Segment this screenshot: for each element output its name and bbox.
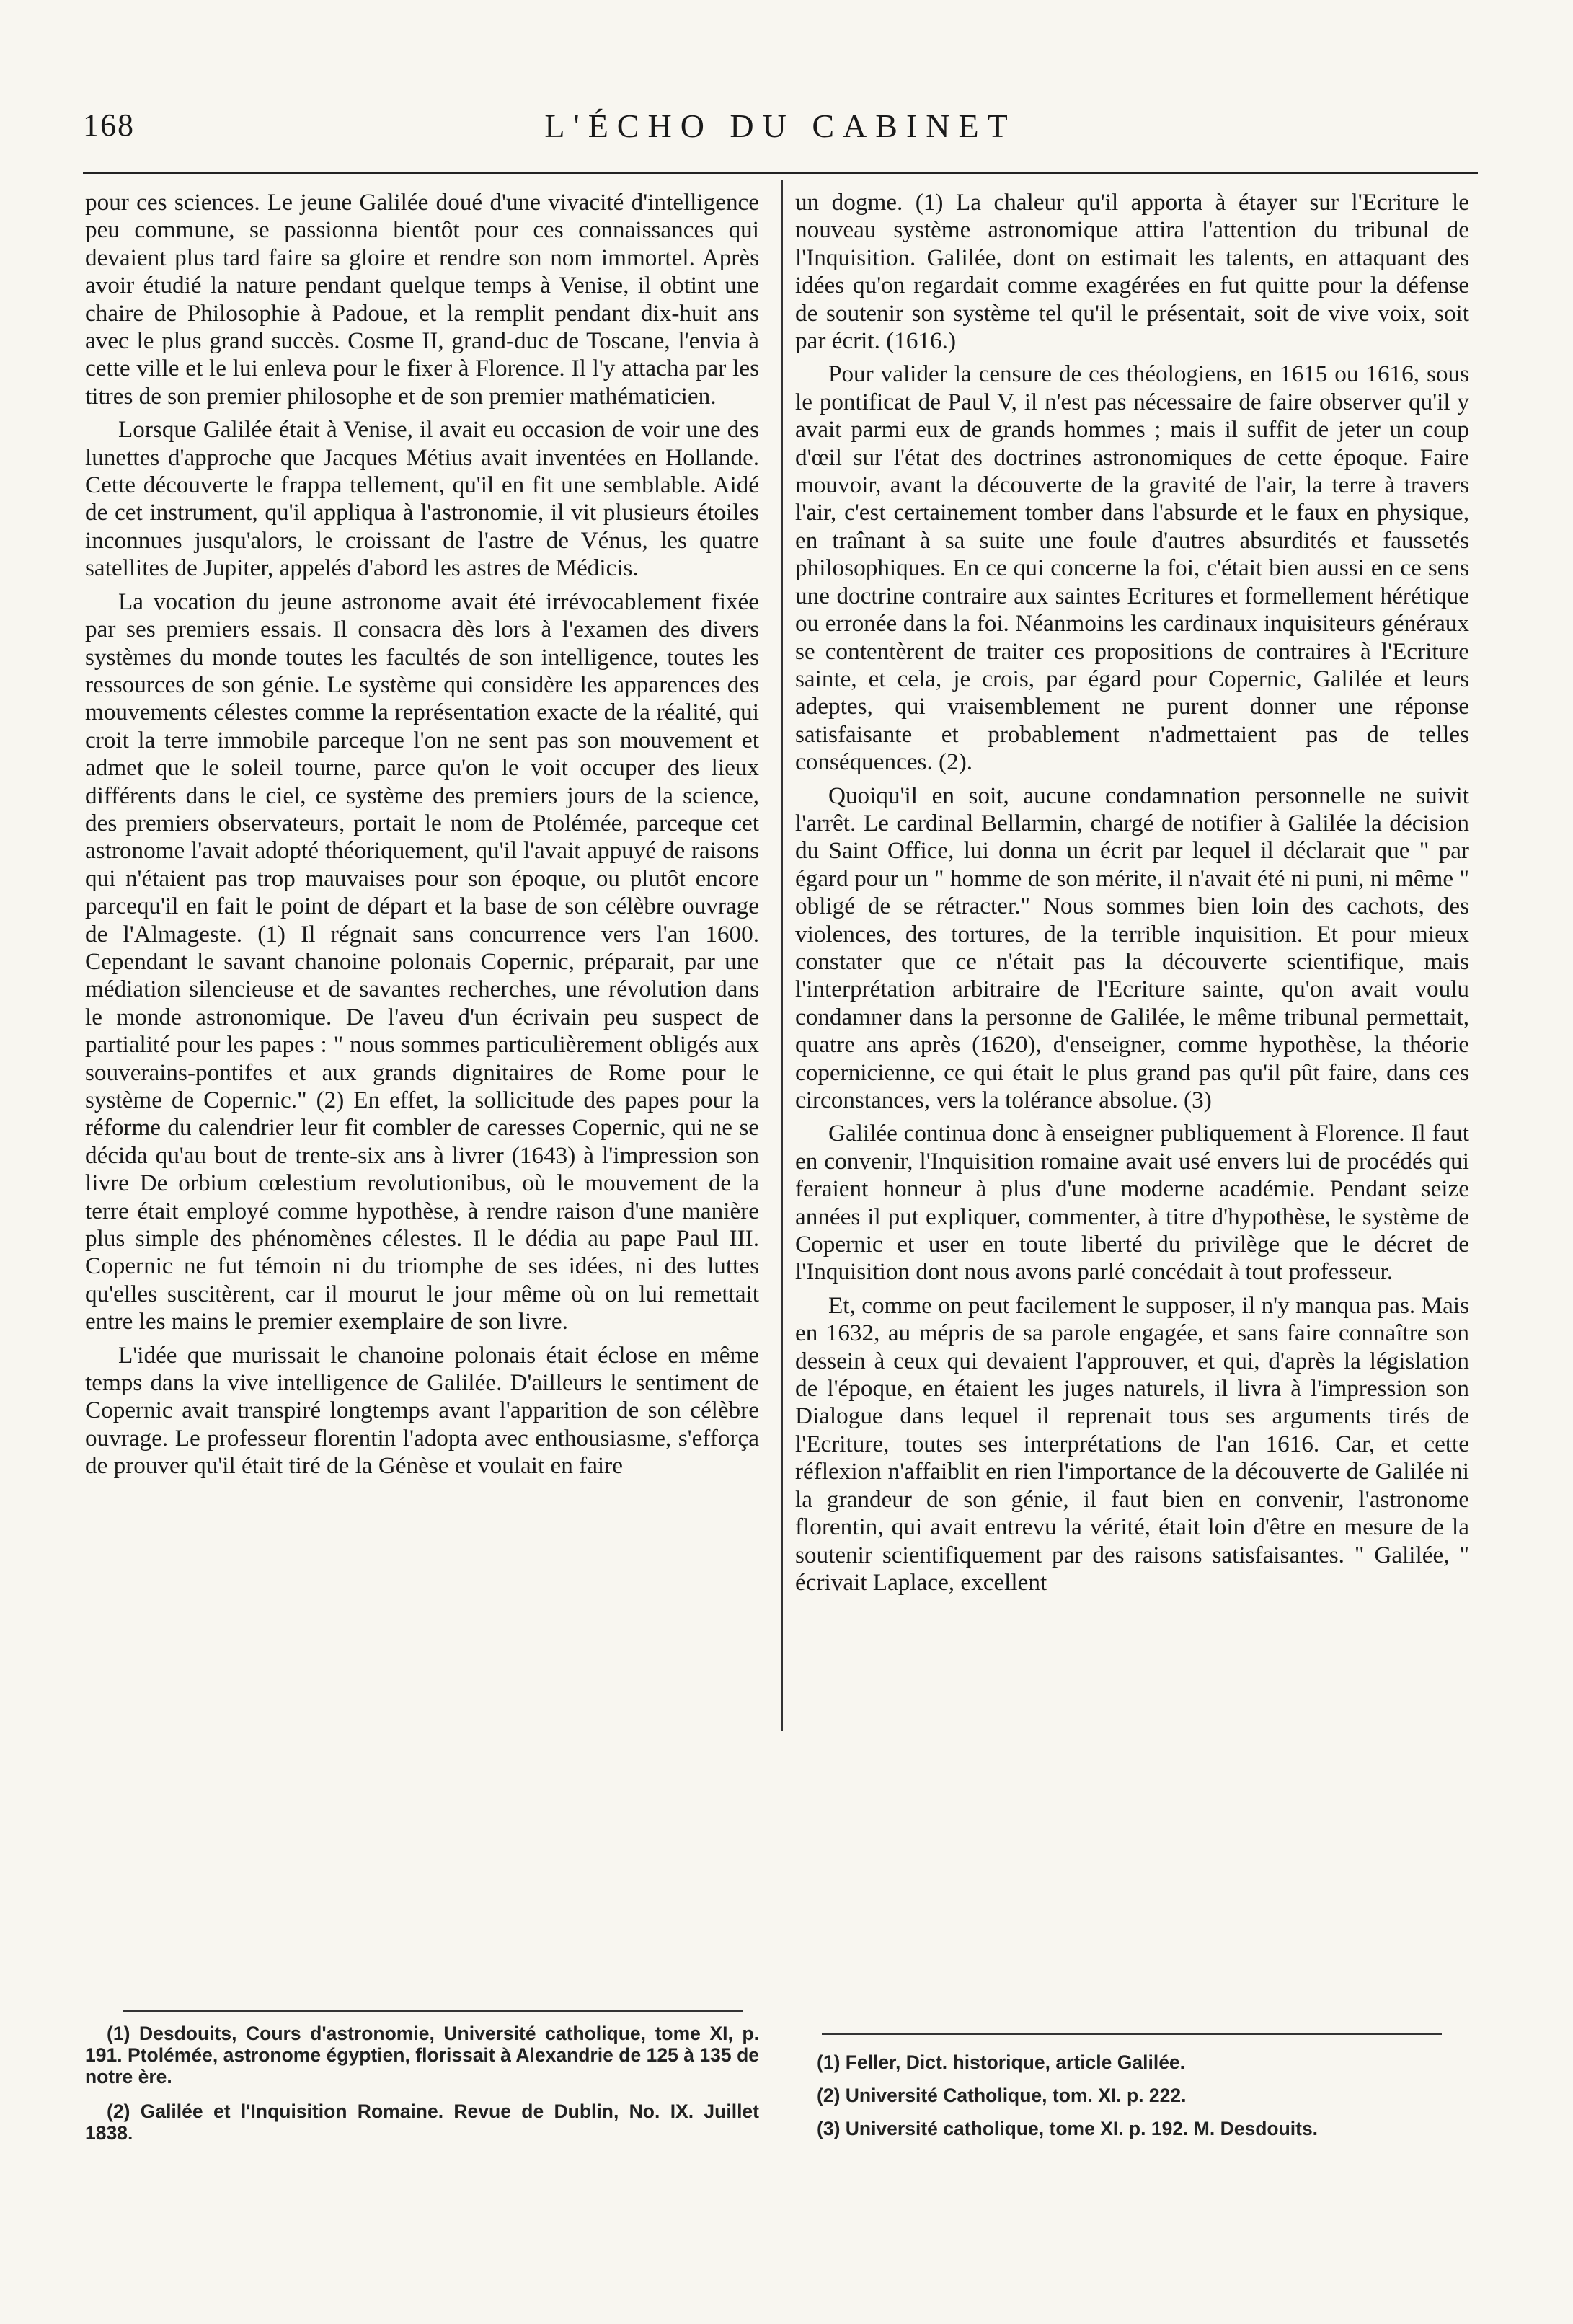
paragraph: un dogme. (1) La chaleur qu'il apporta à étayer sur l'Ecriture le nouveau système astronomique attira l'attention du tribunal de l'Inquisition. Galilée, dont on estimait les talents, en attaquant des idées qu'on regardait comme exagérées en fut quitte pour la défense de soutenir son système tel qu'il le présentait, soit de vive voix, soit par écrit. (1616.) — [795, 189, 1469, 355]
footnote-rule-right — [822, 2033, 1442, 2035]
right-column — [795, 189, 1469, 1602]
paragraph: Lorsque Galilée était à Venise, il avait eu occasion de voir une des lunettes d'approche que Jacques Métius avait inventées en Hollande. Cette découverte le frappa tellement, qu'il en fit une semblable. Aidé de cet instrument, qu'il appliqua à l'astronomie, il vit plusieurs étoiles inconnues jusqu'alors, le croissant de l'astre de Vénus, les quatre satellites de Jupiter, appelés d'abord les astres de Médicis. — [85, 416, 759, 582]
footnote: (3) Université catholique, tome XI. p. 192. M. Desdouits. — [817, 2118, 1319, 2139]
running-title: L'ÉCHO DU CABINET — [544, 107, 1016, 144]
paragraph: Pour valider la censure de ces théologiens, en 1615 ou 1616, sous le pontificat de Paul V, il n'est pas nécessaire de faire observer qu'il y avait parmi eux de grands hommes ; mais il suffit de jeter un coup d'œil sur l'état des doctrines astronomiques de cette époque. Faire mouvoir, avant la découverte de la gravité de l'air, la terre à travers l'air, c'est certainement tomber dans l'absurde et le faux en physique, en traînant à sa suite une foule d'autres absurdités et faussetés philosophiques. En ce qui concerne la foi, c'était bien aussi en ce sens une doctrine contraire aux saintes Ecritures et formellement hérétique ou erronée dans la foi. Néanmoins les cardinaux inquisiteurs généraux se contentèrent de traiter ces propositions de contraires à l'Ecriture sainte, et cela, je crois, par égard pour Copernic, Galilée et leurs adeptes, qui vraisemblement ne purent donner une réponse satisfaisante et probablement n'admettaient pas de telles conséquences. (2). — [795, 361, 1469, 776]
column-divider — [781, 180, 783, 1731]
paragraph: Galilée continua donc à enseigner publiquement à Florence. Il faut en convenir, l'Inquisition romaine avait usé envers lui de procédés qui feraient honneur à plus d'une moderne académie. Pendant seize années il put expliquer, commenter, à titre d'hypothèse, le système de Copernic et user en toute liberté du privilège que le décret de l'Inquisition dont nous avons parlé concédait à tout professeur. — [795, 1120, 1469, 1286]
paragraph: pour ces sciences. Le jeune Galilée doué d'une vivacité d'intelligence peu commune, se passionna bientôt pour ces connaissances qui devaient plus tard faire sa gloire et rendre son nom immortel. Après avoir étudié la nature pendant quelque temps à Venise, il obtint une chaire de Philosophie à Padoue, et la remplit pendant dix-huit ans avec le plus grand succès. Cosme II, grand-duc de Toscane, l'envia à cette ville et le lui enleva pour le fixer à Florence. Il l'y attacha par les titres de son premier philosophe et de son premier mathématicien. — [85, 189, 759, 410]
paragraph: La vocation du jeune astronome avait été irrévocablement fixée par ses premiers essais. Il consacra dès lors à l'examen des divers systèmes du monde toutes les facultés de son intelligence, toutes les ressources de son génie. Le système qui considère les apparences des mouvements célestes comme la représentation exacte de la réalité, qui croit la terre immobile parceque l'on ne sent pas son mouvement et admet que le soleil tourne, parce qu'on le voit occuper des lieux différents dans le ciel, ce système des premiers jours de la science, des premiers observateurs, portait le nom de Ptolémée, parceque cet astronome l'avait adopté théoriquement, qu'il l'avait appuyé de raisons qui n'étaient pas trop mauvaises pour son époque, ou plutôt encore parcequ'il en fait le point de départ et la base de son célèbre ouvrage de l'Almageste. (1) Il régnait sans concurrence vers l'an 1600. Cependant le savant chanoine polonais Copernic, préparait, par une médiation silencieuse et de savantes recherches, une révolution dans le monde astronomique. De l'aveu d'un écrivain peu suspect de partialité pour les papes : " nous sommes particulièrement obligés aux souverains-pontifes et aux grands dignitaires de Rome pour le système de Copernic." (2) En effet, la sollicitude des papes pour la réforme du calendrier leur fit combler de caresses Copernic, qui ne se décida qu'au bout de trente-six ans à livrer (1643) à l'impression son livre De orbium cœlestium revolutionibus, où le mouvement de la terre était employé comme hypothèse, à rendre raison d'une manière plus simple des phénomènes célestes. Il le dédia au pape Paul III. Copernic ne fut témoin ni du triomphe de ses idées, ni des luttes qu'elles suscitèrent, car il mourut le jour même où on lui remettait entre les mains le premier exemplaire de son livre. — [85, 588, 759, 1335]
footnote: (2) Université Catholique, tom. XI. p. 222. — [817, 2085, 1187, 2106]
footnote: (1) Desdouits, Cours d'astronomie, Université catholique, tome XI, p. 191. Ptolémée, astronome égyptien, florissait à Alexandrie de 125 à 135 de notre ère. — [85, 2023, 759, 2087]
header-rule — [83, 172, 1478, 174]
paragraph: Et, comme on peut facilement le supposer, il n'y manqua pas. Mais en 1632, au mépris de sa parole engagée, et sans faire connaître son dessein à ceux qui devaient l'approuver, et qui, d'après la législation de l'époque, en étaient les juges naturels, il livra à l'impression son Dialogue dans lequel il reprenait tous ses arguments tirés de l'Ecriture, toutes ses interprétations de l'an 1616. Car, et cette réflexion n'affaiblit en rien l'importance de la découverte de Galilée ni la grandeur de son génie, il faut bien en convenir, l'astronome florentin, qui avait entrevu la vérité, était loin d'être en mesure de la soutenir scientifiquement par des raisons satisfaisantes. " Galilée, " écrivait Laplace, excellent — [795, 1291, 1469, 1596]
footnote-rule-left — [123, 2010, 743, 2012]
footnotes-left — [85, 2023, 759, 2157]
footnotes-right — [795, 2051, 1469, 2151]
footnote: (2) Galilée et l'Inquisition Romaine. Revue de Dublin, No. IX. Juillet 1838. — [85, 2100, 759, 2144]
paragraph: L'idée que murissait le chanoine polonais était éclose en même temps dans la vive intelligence de Galilée. D'ailleurs le sentiment de Copernic avait transpiré longtemps avant l'apparition de son célèbre ouvrage. Le professeur florentin l'adopta avec enthousiasme, s'efforça de prouver qu'il était tiré de la Génèse et voulait en faire — [85, 1341, 759, 1480]
page-header — [83, 107, 1478, 157]
page-number: 168 — [83, 107, 135, 143]
footnote: (1) Feller, Dict. historique, article Galilée. — [817, 2051, 1186, 2073]
left-column — [85, 189, 759, 1486]
paragraph: Quoiqu'il en soit, aucune condamnation personnelle ne suivit l'arrêt. Le cardinal Bellarmin, chargé de notifier à Galilée la décision du Saint Office, lui donna un écrit par lequel il déclarait que " par égard pour un " homme de son mérite, il n'avait été ni puni, ni même " obligé de se rétracter." Nous sommes bien loin des cachots, des violences, des tortures, de la terrible inquisition. Et pour mieux constater que ce n'était pas la découverte scientifique, mais l'interprétation arbitraire de l'Ecriture sainte, qu'on avait voulu condamner dans la personne de Galilée, le même tribunal permettait, quatre ans après (1620), d'enseigner, comme hypothèse, la théorie copernicienne, ce qui était le plus grand pas qu'il pût faire, dans ces circonstances, vers la tolérance absolue. (3) — [795, 782, 1469, 1113]
